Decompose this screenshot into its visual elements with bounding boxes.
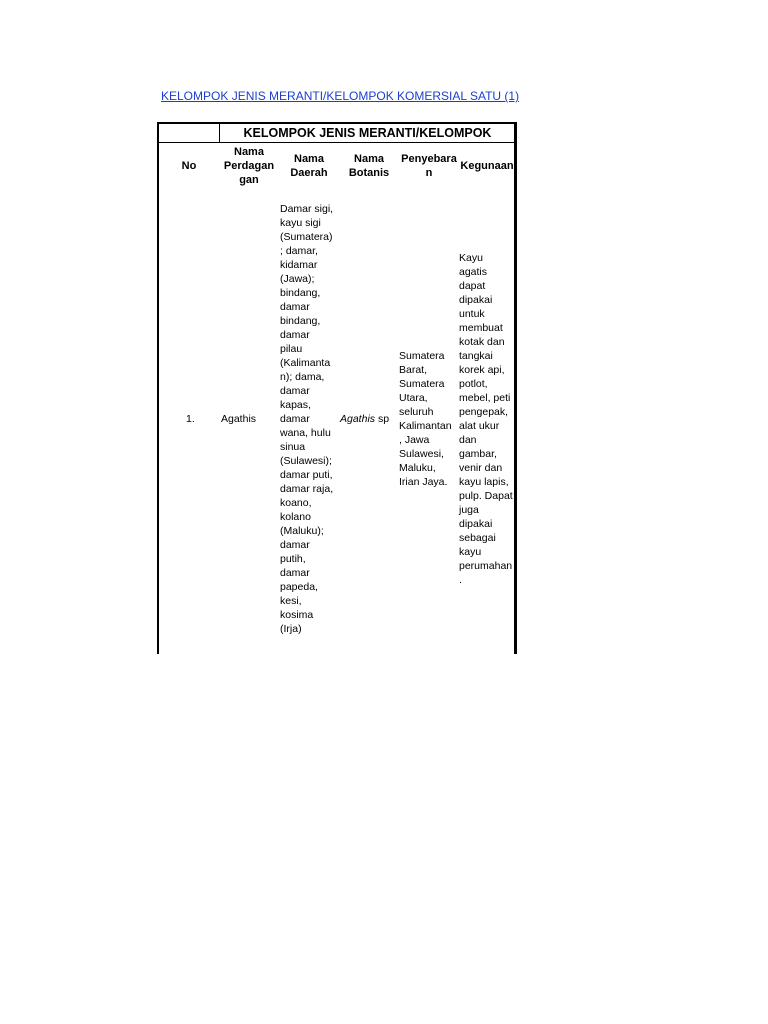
cell-text-line: (Kalimanta — [280, 357, 331, 369]
cell-text-line: korek api, — [459, 364, 505, 376]
table-row-1-nama-botanis — [340, 412, 389, 426]
header-kegunaan-label: Kegunaan — [460, 160, 514, 172]
cell-text-line: Maluku, — [399, 462, 436, 474]
cell-text-line: alat ukur — [459, 420, 500, 432]
cell-text-line: Barat, — [399, 364, 428, 376]
cell-text-line: seluruh — [399, 406, 434, 418]
header-label-line: Nama — [294, 153, 324, 165]
table-title: KELOMPOK JENIS MERANTI/KELOMPOK — [243, 126, 492, 140]
cell-text-line: Sumatera — [399, 350, 445, 362]
cell-text-line: putih, — [280, 553, 306, 565]
cell-text-line: bindang, — [280, 315, 321, 327]
cell-text-line: kapas, — [280, 399, 311, 411]
cell-text-line: Sumatera — [399, 378, 445, 390]
cell-text-line: kayu sigi — [280, 217, 321, 229]
header-nama-daerah — [279, 143, 339, 189]
cell-text-line: Utara, — [399, 392, 428, 404]
botanical-suffix: sp — [375, 413, 390, 425]
cell-text-line: damar — [280, 413, 310, 425]
cell-text-line: damar puti, — [280, 469, 333, 481]
cell-text-line: kolano — [280, 511, 311, 523]
cell-text-line: (Sulawesi); — [280, 455, 332, 467]
cell-text-line: ; damar, — [280, 245, 318, 257]
header-label-line: Botanis — [348, 167, 390, 179]
cell-text-line: kosima — [280, 609, 314, 621]
cell-text-line: bindang, — [280, 287, 321, 299]
header-label-line: gan — [239, 174, 259, 186]
cell-text-line: pulp. Dapat — [459, 490, 513, 502]
cell-text-line: juga — [459, 504, 479, 516]
cell-text-line: dipakai — [459, 294, 493, 306]
cell-text-line: potlot, — [459, 378, 488, 390]
header-label-line: Daerah — [290, 167, 328, 179]
cell-text-line: kidamar — [280, 259, 318, 271]
data-table — [157, 122, 517, 654]
document-title-link[interactable]: KELOMPOK JENIS MERANTI/KELOMPOK KOMERSIAL SATU (1) — [161, 89, 520, 103]
cell-text-line: Sulawesi, — [399, 448, 444, 460]
cell-text-line: kayu — [459, 546, 482, 558]
cell-text-line: Kayu — [459, 252, 483, 264]
cell-text-line: gambar, — [459, 448, 497, 460]
cell-text-line: mebel, peti — [459, 392, 511, 404]
cell-text-line: (Maluku); — [280, 525, 324, 537]
cell-text-line: kesi, — [280, 595, 302, 607]
cell-text-line: damar — [280, 329, 310, 341]
cell-text-line: perumahan — [459, 560, 513, 572]
cell-text-line: damar — [280, 301, 310, 313]
header-label-line: n — [425, 167, 433, 179]
header-label-line: Nama — [234, 146, 264, 158]
header-label-line: Penyebara — [401, 153, 457, 165]
cell-text-line: dan — [459, 434, 477, 446]
cell-text-line: tangkai — [459, 350, 493, 362]
cell-text-line: untuk — [459, 308, 485, 320]
cell-text-line: . — [459, 574, 462, 586]
table-title-row — [159, 124, 514, 143]
cell-text-line: pengepak, — [459, 406, 509, 418]
table-row-1-kegunaan — [459, 251, 513, 587]
cell-text-line: damar — [280, 539, 310, 551]
table-title-spacer-cell — [159, 124, 220, 142]
cell-text-line: venir dan — [459, 462, 503, 474]
cell-text-line: membuat — [459, 322, 503, 334]
header-label-line: Perdagan — [223, 160, 275, 172]
cell-text-line: dapat — [459, 280, 486, 292]
header-nama-perdagangan — [220, 143, 278, 189]
cell-text-line: agatis — [459, 266, 488, 278]
cell-text-line: , Jawa — [399, 434, 430, 446]
table-row-1-nama-perdagangan: Agathis — [221, 413, 257, 425]
cell-text-line: damar raja, — [280, 483, 334, 495]
cell-text-line: koano, — [280, 497, 312, 509]
cell-text-line: Damar sigi, — [280, 203, 334, 215]
cell-text-line: dipakai — [459, 518, 493, 530]
cell-text-line: Irian Jaya. — [399, 476, 448, 488]
header-nama-botanis — [339, 143, 399, 189]
cell-text-line: kayu lapis, — [459, 476, 509, 488]
cell-text-line: wana, hulu — [280, 427, 331, 439]
table-row-1-penyebaran — [399, 349, 452, 489]
header-label-line: Nama — [354, 153, 384, 165]
botanical-genus: Agathis — [340, 413, 376, 425]
header-no — [159, 143, 219, 189]
cell-text-line: damar — [280, 385, 310, 397]
cell-text-line: (Irja) — [280, 623, 302, 635]
cell-text-line: (Jawa); — [280, 273, 315, 285]
header-penyebaran — [399, 143, 459, 189]
cell-text-line: Kalimantan — [399, 420, 452, 432]
header-no-label: No — [181, 160, 197, 172]
cell-text-line: sinua — [280, 441, 306, 453]
cell-text-line: damar — [280, 567, 310, 579]
table-row-1-nama-daerah — [280, 202, 333, 636]
cell-text-line: sebagai — [459, 532, 496, 544]
cell-text-line: n); dama, — [280, 371, 325, 383]
cell-text-line: (Sumatera) — [280, 231, 333, 243]
header-kegunaan — [459, 143, 515, 189]
table-row-1-no: 1. — [186, 413, 195, 425]
cell-text-line: papeda, — [280, 581, 318, 593]
cell-text-line: kotak dan — [459, 336, 505, 348]
cell-text-line: pilau — [280, 343, 303, 355]
